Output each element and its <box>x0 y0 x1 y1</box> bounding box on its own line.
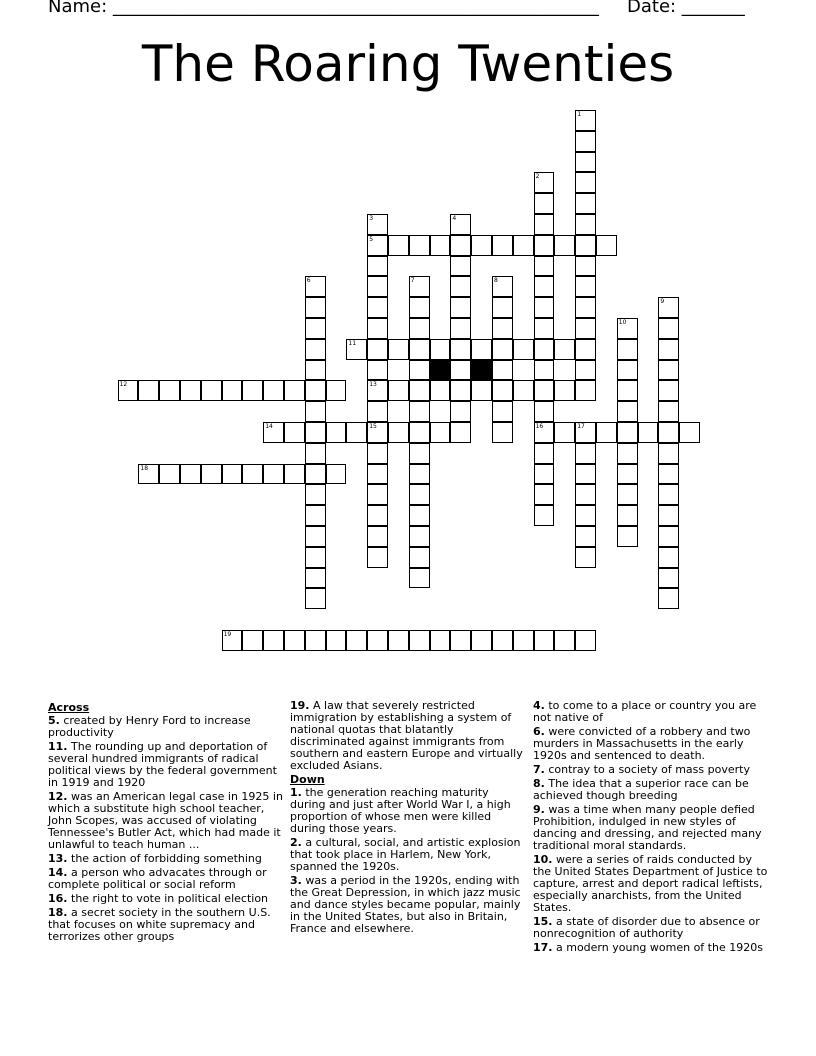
grid-cell[interactable] <box>326 380 347 401</box>
grid-cell[interactable] <box>471 630 492 651</box>
grid-cell[interactable] <box>367 547 388 568</box>
grid-cell[interactable] <box>658 339 679 360</box>
grid-cell[interactable] <box>409 505 430 526</box>
grid-cell[interactable] <box>450 214 471 235</box>
grid-cell[interactable] <box>242 630 263 651</box>
grid-cell[interactable] <box>658 526 679 547</box>
clue-down-10: 10. were a series of raids conducted by the United States Department of Justice to capture, arrest and deport radical leftists, especially anarchists, from the United States. <box>533 853 768 914</box>
grid-cell[interactable] <box>534 401 555 422</box>
grid-cell[interactable] <box>180 464 201 485</box>
grid-cell[interactable] <box>367 630 388 651</box>
clue-down-3: 3. was a period in the 1920s, ending with the Great Depression, in which jazz music and dance styles became popular, mainly in the United States, but also in Britain, France and elsewhere. <box>290 874 521 935</box>
grid-cell[interactable] <box>534 339 555 360</box>
grid-cell[interactable] <box>305 360 326 381</box>
grid-cell[interactable] <box>658 401 679 422</box>
grid-cell[interactable] <box>534 256 555 277</box>
grid-cell[interactable] <box>326 464 347 485</box>
grid-cell[interactable] <box>617 464 638 485</box>
grid-cell[interactable] <box>658 318 679 339</box>
grid-cell[interactable] <box>617 401 638 422</box>
clue-number: 8 <box>494 277 498 285</box>
grid-cell[interactable] <box>513 380 534 401</box>
grid-cell[interactable] <box>305 505 326 526</box>
grid-cell[interactable] <box>263 630 284 651</box>
grid-cell[interactable] <box>575 380 596 401</box>
grid-cell[interactable] <box>534 276 555 297</box>
clue-number: 3 <box>369 215 374 222</box>
grid-cell[interactable] <box>638 422 659 443</box>
grid-cell[interactable] <box>305 464 326 485</box>
grid-cell[interactable] <box>305 630 326 651</box>
grid-cell[interactable] <box>388 422 409 443</box>
grid-cell[interactable] <box>534 505 555 526</box>
clue-across-13: 13. the action of forbidding something <box>48 852 262 865</box>
grid-cell[interactable] <box>409 630 430 651</box>
grid-cell[interactable] <box>658 505 679 526</box>
grid-cell[interactable] <box>409 235 430 256</box>
clue-number: 10 <box>618 319 627 326</box>
grid-cell[interactable] <box>305 339 326 360</box>
grid-cell[interactable] <box>263 380 284 401</box>
grid-cell[interactable] <box>450 318 471 339</box>
grid-cell[interactable] <box>409 526 430 547</box>
grid-cell[interactable] <box>263 464 284 485</box>
across-heading: Across <box>48 701 90 714</box>
clue-down-7: 7. contray to a society of mass poverty <box>533 763 750 776</box>
name-field[interactable]: Name: ______________________________________________________ <box>48 0 599 17</box>
grid-cell[interactable] <box>346 422 367 443</box>
grid-cell[interactable] <box>658 443 679 464</box>
clue-down-9: 9. was a time when many people defied Prohibition, indulged in new styles of dancing and dressing, and rejected many traditional moral standards. <box>533 803 762 852</box>
grid-cell[interactable] <box>430 339 451 360</box>
clues-column-3 <box>533 700 769 956</box>
grid-cell[interactable] <box>679 422 700 443</box>
grid-cell[interactable] <box>367 360 388 381</box>
grid-cell[interactable] <box>554 339 575 360</box>
clue-number: 9 <box>660 298 665 306</box>
grid-cell[interactable] <box>492 339 513 360</box>
clue-number: 4 <box>452 215 457 222</box>
clue-number: 11 <box>348 339 357 347</box>
grid-cell[interactable] <box>305 318 326 339</box>
grid-cell[interactable] <box>305 484 326 505</box>
grid-cell[interactable] <box>201 464 222 485</box>
grid-cell[interactable] <box>367 505 388 526</box>
clue-down-17: 17. a modern young women of the 1920s <box>533 941 763 954</box>
grid-cell[interactable] <box>575 630 596 651</box>
grid-cell[interactable] <box>305 443 326 464</box>
grid-cell[interactable] <box>367 526 388 547</box>
clue-across-16: 16. the right to vote in political election <box>48 892 269 905</box>
clue-number: 16 <box>535 423 544 430</box>
grid-cell[interactable] <box>534 422 555 443</box>
clue-down-6: 6. were convicted of a robbery and two murders in Massachusetts in the early 1920s and sentenced to death. <box>533 725 751 762</box>
grid-cell[interactable] <box>658 484 679 505</box>
grid-cell[interactable] <box>450 297 471 318</box>
clue-across-14: 14. a person who advacates through or complete political or social reform <box>48 866 267 891</box>
clue-down-8: 8. The idea that a superior race can be achieved though breeding <box>533 777 749 802</box>
clue-number: 18 <box>140 464 149 472</box>
grid-cell[interactable] <box>471 380 492 401</box>
grid-cell[interactable] <box>575 443 596 464</box>
clue-down-15: 15. a state of disorder due to absence or nonrecognition of authority <box>533 915 760 940</box>
grid-cell[interactable] <box>492 380 513 401</box>
grid-cell[interactable] <box>159 380 180 401</box>
grid-cell[interactable] <box>492 276 513 297</box>
grid-cell[interactable] <box>409 443 430 464</box>
clue-across-5: 5. created by Henry Ford to increase productivity <box>48 714 251 739</box>
grid-cell[interactable] <box>409 568 430 589</box>
clue-number: 17 <box>577 423 585 430</box>
clue-down-4: 4. to come to a place or country you are not native of <box>533 699 757 724</box>
grid-cell[interactable] <box>138 380 159 401</box>
grid-cell[interactable] <box>409 547 430 568</box>
grid-cell[interactable] <box>430 235 451 256</box>
grid-cell[interactable] <box>534 464 555 485</box>
grid-cell[interactable] <box>617 526 638 547</box>
grid-cell[interactable] <box>658 360 679 381</box>
grid-cell[interactable] <box>222 464 243 485</box>
clue-across-19: 19. A law that severely restricted immigration by establishing a system of national quotas that blatantly discriminated against immigrants from southern and eastern Europe and virtually excluded Asians. <box>290 699 523 772</box>
clue-across-11: 11. The rounding up and deportation of several hundred immigrants of radical political views by the federal government in 1919 and 1920 <box>48 740 277 789</box>
grid-cell[interactable] <box>617 360 638 381</box>
grid-cell[interactable] <box>575 526 596 547</box>
grid-cell[interactable] <box>534 484 555 505</box>
grid-cell[interactable] <box>409 422 430 443</box>
grid-cell[interactable] <box>575 131 596 152</box>
grid-cell[interactable] <box>658 588 679 609</box>
clue-number: 5 <box>369 235 374 243</box>
clue-across-18: 18. a secret society in the southern U.S. that focuses on white supremacy and terrorizes other groups <box>48 906 271 943</box>
grid-cell[interactable] <box>305 297 326 318</box>
grid-cell[interactable] <box>450 401 471 422</box>
grid-cell[interactable] <box>367 484 388 505</box>
grid-cell[interactable] <box>388 380 409 401</box>
clue-number: 19 <box>223 631 232 638</box>
grid-cell[interactable] <box>575 318 596 339</box>
grid-cell[interactable] <box>305 276 326 297</box>
grid-cell[interactable] <box>554 422 575 443</box>
grid-cell[interactable] <box>575 256 596 277</box>
clue-number: 1 <box>577 111 582 118</box>
grid-cell[interactable] <box>658 568 679 589</box>
grid-cell[interactable] <box>367 464 388 485</box>
grid-cell[interactable] <box>242 464 263 485</box>
clue-number: 2 <box>535 173 540 181</box>
grid-cell[interactable] <box>450 256 471 277</box>
grid-cell[interactable] <box>492 318 513 339</box>
grid-cell[interactable] <box>575 484 596 505</box>
grid-cell[interactable] <box>471 235 492 256</box>
clue-down-1: 1. the generation reaching maturity during and just after World War I, a high proportion of whose men were killed during those years. <box>290 786 511 835</box>
grid-cell[interactable] <box>409 464 430 485</box>
grid-cell[interactable] <box>617 422 638 443</box>
grid-cell[interactable] <box>201 380 222 401</box>
grid-cell[interactable] <box>492 401 513 422</box>
grid-cell[interactable] <box>575 193 596 214</box>
grid-cell[interactable] <box>305 568 326 589</box>
grid-cell[interactable] <box>450 360 471 381</box>
grid-cell[interactable] <box>534 630 555 651</box>
grid-cell[interactable] <box>409 484 430 505</box>
grid-cell[interactable] <box>534 318 555 339</box>
grid-cell[interactable] <box>450 339 471 360</box>
clue-number: 13 <box>369 381 377 389</box>
grid-cell[interactable] <box>388 235 409 256</box>
grid-cell[interactable] <box>305 422 326 443</box>
grid-cell[interactable] <box>450 380 471 401</box>
grid-cell[interactable] <box>367 422 388 443</box>
clue-number: 12 <box>119 381 128 389</box>
grid-cell[interactable] <box>409 297 430 318</box>
down-heading: Down <box>290 773 325 786</box>
grid-cell[interactable] <box>617 318 638 339</box>
grid-cell[interactable] <box>617 380 638 401</box>
grid-cell[interactable] <box>596 235 617 256</box>
grid-cell[interactable] <box>222 630 243 651</box>
grid-cell[interactable] <box>284 630 305 651</box>
grid-cell[interactable] <box>513 235 534 256</box>
grid-cell[interactable] <box>305 380 326 401</box>
grid-cell[interactable] <box>409 276 430 297</box>
grid-cell[interactable] <box>575 339 596 360</box>
clue-number: 15 <box>369 423 377 430</box>
grid-cell[interactable] <box>346 339 367 360</box>
grid-cell[interactable] <box>575 110 596 131</box>
grid-cell[interactable] <box>326 422 347 443</box>
grid-cell[interactable] <box>617 505 638 526</box>
grid-cell[interactable] <box>430 422 451 443</box>
grid-cell[interactable] <box>450 276 471 297</box>
grid-cell[interactable] <box>575 360 596 381</box>
grid-cell[interactable] <box>118 380 139 401</box>
grid-cell[interactable] <box>658 422 679 443</box>
grid-cell[interactable] <box>554 235 575 256</box>
grid-cell[interactable] <box>180 380 201 401</box>
grid-cell[interactable] <box>534 172 555 193</box>
grid-cell[interactable] <box>305 401 326 422</box>
grid-cell[interactable] <box>222 380 243 401</box>
grid-cell[interactable] <box>388 630 409 651</box>
grid-cell[interactable] <box>575 276 596 297</box>
grid-cell[interactable] <box>575 464 596 485</box>
grid-cell[interactable] <box>367 318 388 339</box>
grid-cell[interactable] <box>658 464 679 485</box>
grid-cell[interactable] <box>367 401 388 422</box>
grid-cell[interactable] <box>534 297 555 318</box>
grid-cell[interactable] <box>575 214 596 235</box>
grid-cell[interactable] <box>492 630 513 651</box>
grid-cell[interactable] <box>534 380 555 401</box>
clue-number: 6 <box>306 277 311 285</box>
black-cell <box>430 360 451 381</box>
grid-cell[interactable] <box>284 464 305 485</box>
grid-cell[interactable] <box>367 339 388 360</box>
grid-cell[interactable] <box>284 422 305 443</box>
grid-cell[interactable] <box>409 380 430 401</box>
grid-cell[interactable] <box>471 339 492 360</box>
grid-cell[interactable] <box>367 276 388 297</box>
grid-cell[interactable] <box>513 339 534 360</box>
grid-cell[interactable] <box>284 380 305 401</box>
grid-cell[interactable] <box>575 505 596 526</box>
grid-cell[interactable] <box>367 256 388 277</box>
grid-cell[interactable] <box>492 235 513 256</box>
grid-cell[interactable] <box>575 235 596 256</box>
grid-cell[interactable] <box>138 464 159 485</box>
grid-cell[interactable] <box>534 360 555 381</box>
grid-cell[interactable] <box>575 152 596 173</box>
clue-number: 14 <box>265 423 273 430</box>
grid-cell[interactable] <box>617 484 638 505</box>
grid-cell[interactable] <box>430 630 451 651</box>
date-field[interactable]: Date: _______ <box>627 0 745 17</box>
grid-cell[interactable] <box>450 235 471 256</box>
grid-cell[interactable] <box>575 297 596 318</box>
grid-cell[interactable] <box>346 630 367 651</box>
grid-cell[interactable] <box>575 422 596 443</box>
grid-cell[interactable] <box>367 380 388 401</box>
grid-cell[interactable] <box>409 401 430 422</box>
grid-cell[interactable] <box>492 360 513 381</box>
grid-cell[interactable] <box>513 630 534 651</box>
grid-cell[interactable] <box>658 547 679 568</box>
grid-cell[interactable] <box>534 214 555 235</box>
grid-cell[interactable] <box>658 297 679 318</box>
grid-cell[interactable] <box>367 443 388 464</box>
grid-cell[interactable] <box>409 360 430 381</box>
grid-cell[interactable] <box>305 588 326 609</box>
clue-down-2: 2. a cultural, social, and artistic explosion that took place in Harlem, New York, spanned the 1920s. <box>290 836 521 873</box>
grid-cell[interactable] <box>450 422 471 443</box>
grid-cell[interactable] <box>575 547 596 568</box>
grid-cell[interactable] <box>575 172 596 193</box>
grid-cell[interactable] <box>658 380 679 401</box>
grid-cell[interactable] <box>409 339 430 360</box>
grid-cell[interactable] <box>367 235 388 256</box>
clues-column-1 <box>48 700 284 945</box>
page-title: The Roaring Twenties <box>141 35 675 93</box>
clue-number: 7 <box>410 277 415 285</box>
black-cell <box>471 360 492 381</box>
grid-cell[interactable] <box>492 297 513 318</box>
clue-across-12: 12. was an American legal case in 1925 in which a substitute high school teacher, John Scopes, was accused of violating Tennessee's Butler Act, which had made it unlawful to teach human ... <box>48 790 283 851</box>
grid-cell[interactable] <box>409 318 430 339</box>
grid-cell[interactable] <box>326 630 347 651</box>
grid-cell[interactable] <box>554 380 575 401</box>
grid-cell[interactable] <box>596 422 617 443</box>
grid-cell[interactable] <box>492 422 513 443</box>
grid-cell[interactable] <box>263 422 284 443</box>
grid-cell[interactable] <box>367 297 388 318</box>
grid-cell[interactable] <box>305 547 326 568</box>
grid-cell[interactable] <box>534 443 555 464</box>
grid-cell[interactable] <box>305 526 326 547</box>
grid-cell[interactable] <box>534 235 555 256</box>
grid-cell[interactable] <box>617 443 638 464</box>
grid-cell[interactable] <box>617 339 638 360</box>
grid-cell[interactable] <box>159 464 180 485</box>
grid-cell[interactable] <box>534 193 555 214</box>
grid-cell[interactable] <box>554 630 575 651</box>
clues-column-2 <box>290 700 526 937</box>
grid-cell[interactable] <box>242 380 263 401</box>
grid-cell[interactable] <box>388 339 409 360</box>
grid-cell[interactable] <box>367 214 388 235</box>
grid-cell[interactable] <box>430 380 451 401</box>
grid-cell[interactable] <box>450 630 471 651</box>
